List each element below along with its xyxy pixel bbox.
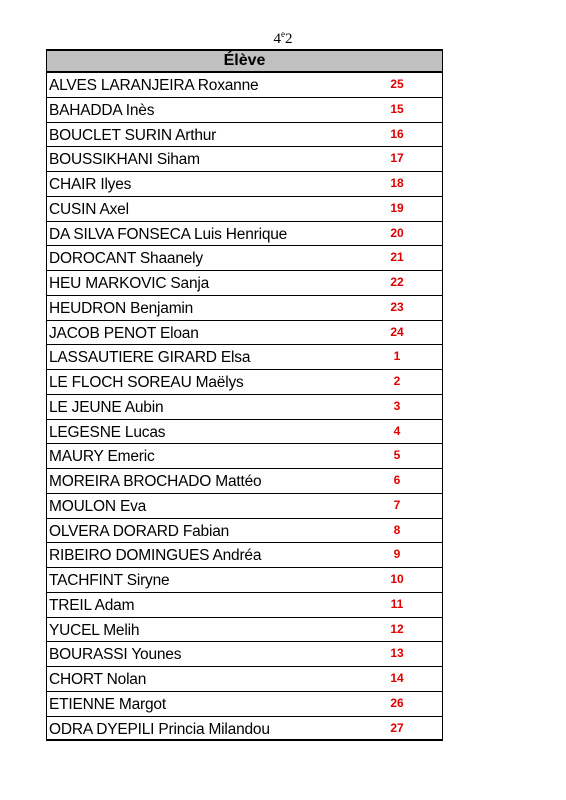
student-number: 20: [390, 225, 404, 240]
table-row: [47, 593, 442, 618]
student-number: 25: [390, 77, 404, 91]
class-number: 2: [285, 31, 293, 47]
table-row: [47, 642, 442, 667]
table-row: [47, 73, 442, 98]
student-number: 5: [393, 448, 401, 463]
student-name: CHORT Nolan: [49, 671, 147, 688]
table-row: [47, 667, 442, 692]
student-name: HEU MARKOVIC Sanja: [49, 275, 210, 292]
student-name: ALVES LARANJEIRA Roxanne: [49, 77, 259, 94]
student-number: 18: [390, 176, 404, 190]
student-name: JACOB PENOT Eloan: [49, 324, 199, 342]
student-number: 7: [393, 497, 401, 512]
table-header-eleve: Élève: [47, 49, 442, 73]
table-row: [47, 123, 442, 148]
student-number: 10: [390, 572, 404, 586]
table-body: [47, 73, 442, 741]
table-row: [47, 172, 442, 197]
student-name: LE FLOCH SOREAU Maëlys: [49, 374, 244, 391]
table-row: [47, 271, 442, 296]
student-number: 12: [390, 621, 404, 636]
table-row: [47, 222, 442, 247]
student-name: ETIENNE Margot: [49, 695, 166, 713]
table-row: [47, 370, 442, 395]
student-number: 2: [393, 374, 401, 388]
student-number: 26: [390, 695, 404, 710]
student-number: 13: [390, 646, 404, 661]
student-name: MOREIRA BROCHADO Mattéo: [49, 473, 262, 490]
table-row: [47, 321, 442, 346]
student-table: [46, 49, 443, 741]
student-number: 6: [393, 473, 401, 487]
table-row: [47, 618, 442, 643]
student-number: 17: [390, 151, 404, 166]
table-row: [47, 494, 442, 519]
student-name: ODRA DYEPILI Princia Milandou: [49, 720, 270, 738]
student-name: LEGESNE Lucas: [49, 423, 166, 441]
table-row: [47, 444, 442, 469]
student-number: 24: [390, 324, 404, 339]
student-number: 16: [390, 126, 404, 141]
student-name: LASSAUTIERE GIRARD Elsa: [49, 349, 251, 367]
student-name: OLVERA DORARD Fabian: [49, 522, 230, 540]
table-row: [47, 692, 442, 717]
student-name: MOULON Eva: [49, 497, 147, 515]
class-level-superscript: e: [281, 29, 285, 39]
student-number: 21: [390, 250, 404, 265]
page-title: [0, 29, 566, 48]
student-number: 27: [390, 720, 404, 735]
student-number: 3: [393, 398, 401, 413]
table-row: [47, 420, 442, 445]
student-name: RIBEIRO DOMINGUES Andréa: [49, 547, 262, 565]
table-row: [47, 519, 442, 544]
student-name: YUCEL Melih: [49, 621, 140, 639]
student-name: BOUCLET SURIN Arthur: [49, 126, 217, 144]
student-name: HEUDRON Benjamin: [49, 299, 194, 317]
student-name: TREIL Adam: [49, 596, 135, 614]
student-name: CUSIN Axel: [49, 200, 129, 218]
table-row: [47, 345, 442, 370]
student-number: 11: [390, 596, 404, 611]
table-row: [47, 717, 442, 742]
student-number: 22: [390, 275, 404, 289]
student-number: 15: [390, 101, 404, 116]
table-row: [47, 469, 442, 494]
student-name: DOROCANT Shaanely: [49, 250, 203, 268]
table-row: [47, 296, 442, 321]
student-name: MAURY Emeric: [49, 448, 155, 466]
student-number: 4: [393, 423, 401, 438]
table-row: [47, 395, 442, 420]
student-name: CHAIR Ilyes: [49, 176, 132, 193]
table-row: [47, 197, 442, 222]
table-row: [47, 543, 442, 568]
student-name: BOURASSI Younes: [49, 646, 182, 664]
table-row: [47, 147, 442, 172]
student-number: 9: [393, 547, 401, 562]
table-row: [47, 98, 442, 123]
student-name: BAHADDA Inès: [49, 101, 155, 119]
student-number: 23: [390, 299, 404, 314]
student-number: 8: [393, 522, 401, 537]
student-number: 1: [393, 349, 401, 364]
student-name: DA SILVA FONSECA Luis Henrique: [49, 225, 288, 243]
student-number: 14: [390, 671, 404, 685]
student-name: BOUSSIKHANI Siham: [49, 151, 200, 169]
class-level: 4: [273, 31, 281, 47]
table-row: [47, 246, 442, 271]
student-name: TACHFINT Siryne: [49, 572, 170, 589]
student-number: 19: [390, 200, 404, 215]
table-row: [47, 568, 442, 593]
student-name: LE JEUNE Aubin: [49, 398, 164, 416]
